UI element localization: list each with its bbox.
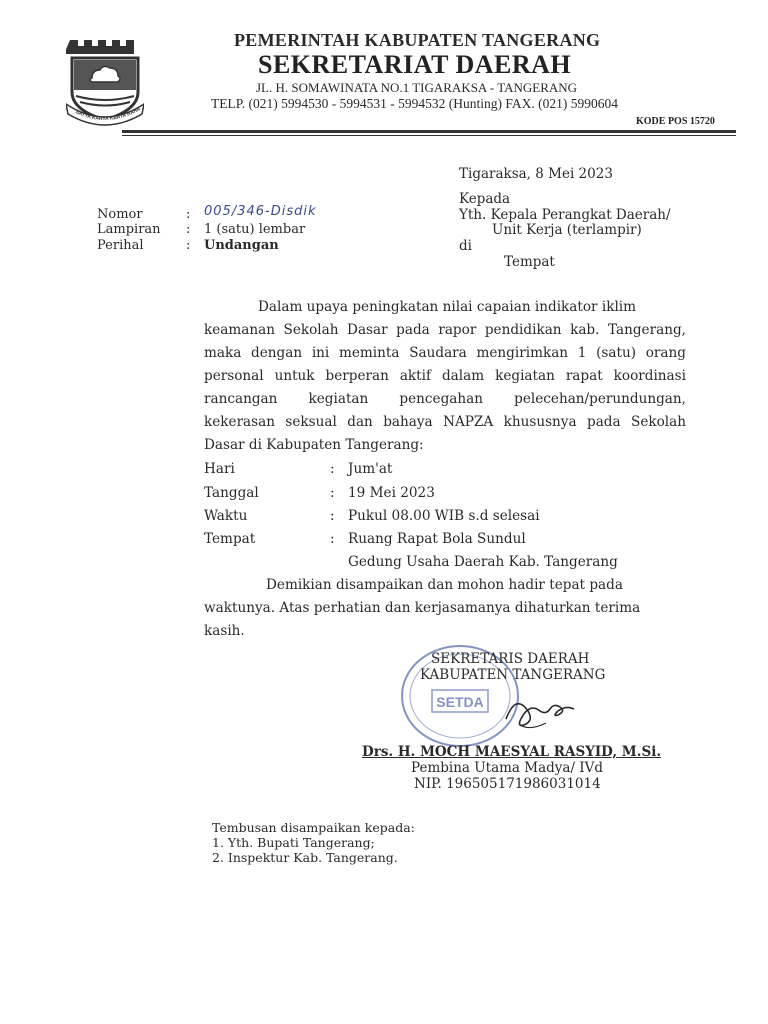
body-line-4: personal untuk berperan aktif dalam kegiatan rapat koordinasi [204,368,686,384]
letterhead-postal-code: KODE POS 15720 [636,116,715,127]
letterhead-divider-thin [122,135,736,136]
closing-line-2: waktunya. Atas perhatian dan kerjasamanya dihaturkan terima [204,600,641,616]
body-line-5: rancangan kegiatan pencegahan pelecehan/perundungan, [204,391,686,407]
tembusan-item-1: 1. Yth. Bupati Tangerang; [212,835,375,850]
detail-tempat-colon: : [330,531,335,547]
recipient-tempat: Tempat [504,254,555,270]
signatory-nip: NIP. 196505171986031014 [414,776,601,792]
lampiran-value: 1 (satu) lembar [204,222,306,237]
detail-tanggal-colon: : [330,485,335,501]
closing-line-3: kasih. [204,623,245,639]
detail-waktu-colon: : [330,508,335,524]
kabupaten-tangerang-logo [66,34,144,126]
tembusan-item-2: 2. Inspektur Kab. Tangerang. [212,850,398,865]
letterhead-government: PEMERINTAH KABUPATEN TANGERANG [234,30,601,50]
lampiran-colon: : [186,222,191,237]
detail-hari-label: Hari [204,461,235,477]
detail-waktu-label: Waktu [204,508,248,524]
body-line-2: keamanan Sekolah Dasar pada rapor pendidikan kab. Tangerang, [204,322,686,338]
letterhead-address: JL. H. SOMAWINATA NO.1 TIGARAKSA - TANGERANG [256,80,578,95]
detail-hari-value: Jum'at [348,461,393,477]
letterhead-phone-fax: TELP. (021) 5994530 - 5994531 - 5994532 (Hunting) FAX. (021) 5990604 [211,96,618,111]
detail-tanggal-label: Tanggal [204,485,259,501]
signatory-rank: Pembina Utama Madya/ IVd [411,760,604,776]
detail-tempat-label: Tempat [204,531,256,547]
body-line-3: maka dengan ini meminta Saudara mengirimkan 1 (satu) orang [204,345,686,361]
tembusan-title: Tembusan disampaikan kepada: [212,820,415,835]
detail-waktu-value: Pukul 08.00 WIB s.d selesai [348,508,540,524]
body-line-7: Dasar di Kabupaten Tangerang: [204,437,424,453]
body-line-6: kekerasan seksual dan bahaya NAPZA khususnya pada Sekolah [204,414,686,430]
perihal-label: Perihal [97,238,144,253]
letter-date: Tigaraksa, 8 Mei 2023 [459,166,613,182]
stamp-text: SETDA [436,694,484,710]
signatory-title-2: KABUPATEN TANGERANG [420,667,606,683]
recipient-line-2: Unit Kerja (terlampir) [492,222,642,238]
handwritten-signature [500,685,580,735]
logo-ribbon-text: SATYA KARYA KERTA RAHA [74,106,142,123]
body-line-1: Dalam upaya peningkatan nilai capaian indikator iklim [258,299,637,315]
detail-tempat-value: Ruang Rapat Bola Sundul [348,531,526,547]
lampiran-label: Lampiran [97,222,161,237]
letterhead-office: SEKRETARIAT DAERAH [258,50,572,79]
detail-tanggal-value: 19 Mei 2023 [348,485,435,501]
perihal-value: Undangan [204,238,279,253]
detail-hari-colon: : [330,461,335,477]
signatory-title-1: SEKRETARIS DAERAH [431,651,590,667]
nomor-label: Nomor [97,207,143,222]
nomor-colon: : [186,207,191,222]
recipient-line-1: Yth. Kepala Perangkat Daerah/ [459,207,671,223]
closing-line-1: Demikian disampaikan dan mohon hadir tepat pada [266,577,623,593]
perihal-colon: : [186,238,191,253]
nomor-value: 005/346-Disdik [204,204,317,219]
recipient-kepada: Kepada [459,191,511,207]
signatory-name: Drs. H. MOCH MAESYAL RASYID, M.Si. [362,744,662,760]
letterhead-divider-thick [122,130,736,133]
recipient-di: di [459,238,472,254]
detail-tempat-value-line-2: Gedung Usaha Daerah Kab. Tangerang [348,554,618,570]
